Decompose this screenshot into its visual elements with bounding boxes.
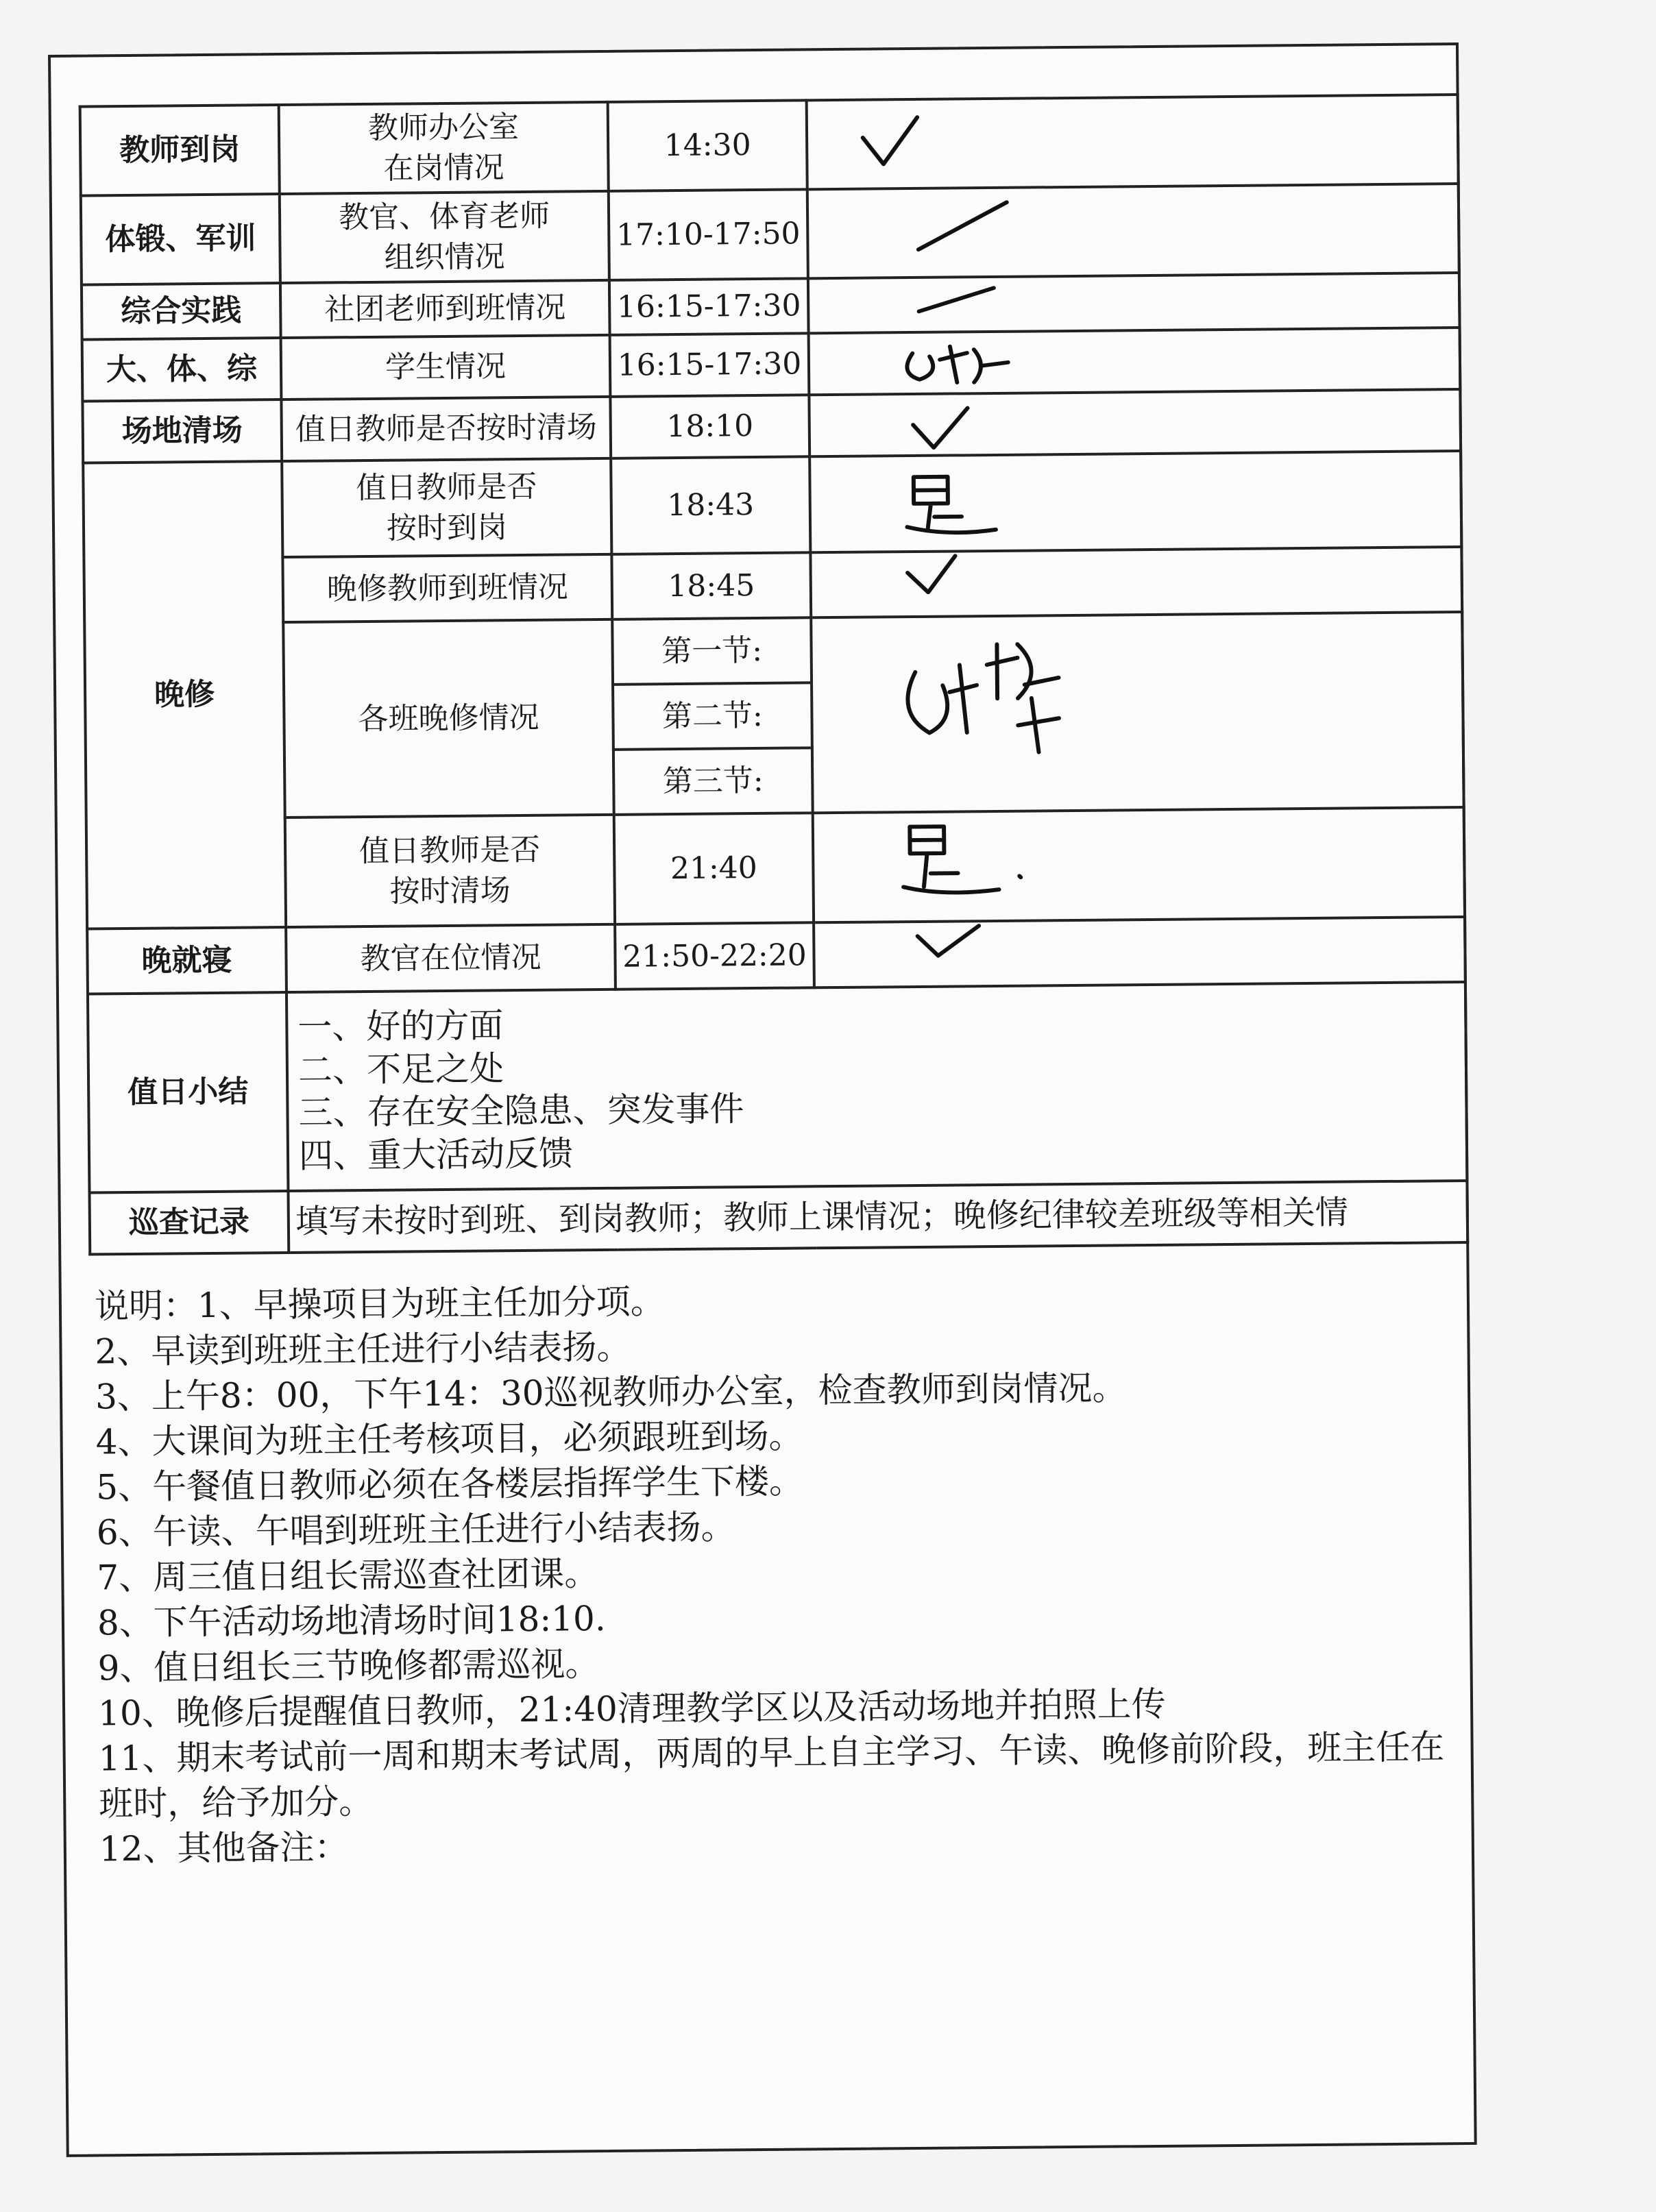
row-mark: [809, 389, 1461, 456]
row-item: [279, 102, 609, 194]
note-line: 4、大课间为班主任考核项目，必须跟班到场。: [95, 1416, 803, 1462]
row-category: 综合实践: [82, 283, 281, 340]
row-item: 值日教师是否按时清场: [281, 397, 611, 461]
row-mark: [809, 328, 1461, 395]
table-row: [86, 807, 1465, 929]
checkmark-icon: [815, 918, 1464, 986]
evening-category: 晚修: [83, 461, 286, 929]
row-time: 18:43: [611, 456, 810, 554]
item-line: 值日教师是否 按时清场: [358, 832, 541, 909]
row-time: 16:15-17:30: [610, 333, 809, 397]
row-time: 21:40: [614, 813, 814, 924]
row-item: 社团老师到班情况: [280, 280, 610, 338]
note-line: 10、晚修后提醒值日教师，21:40清理教学区以及活动场地并拍照上传: [97, 1684, 1167, 1734]
handwritten-yes-icon: [814, 809, 1463, 921]
note-line: 7、周三值日组长需巡查社团课。: [97, 1553, 599, 1598]
note-line: 2、早读到班班主任进行小结表扬。: [95, 1327, 631, 1372]
patrol-text: 填写未按时到班、到岗教师；教师上课情况；晚修纪律较差班级等相关情: [288, 1181, 1468, 1253]
period-cell: 第一节:: [612, 617, 812, 685]
table-row: [88, 982, 1467, 1193]
row-item: 晚修教师到班情况: [282, 554, 612, 622]
summary-line: 四、重大活动反馈: [298, 1133, 574, 1176]
period-cell: 第二节:: [613, 683, 812, 750]
note-line: 8、下午活动场地清场时间18:10.: [97, 1598, 606, 1643]
table-row: [89, 1181, 1468, 1255]
row-time: 18:45: [611, 552, 811, 619]
note-line: 说明：1、早操项目为班主任加分项。: [94, 1281, 665, 1327]
row-mark: [807, 184, 1459, 278]
table-row: [80, 95, 1459, 196]
dash-mark-icon: [809, 274, 1459, 332]
notes-section: [95, 1272, 1470, 1871]
row-item: [282, 458, 611, 557]
checkmark-icon: [812, 548, 1461, 616]
table-row: [82, 389, 1461, 463]
note-line: 11、期末考试前一周和期末考试周，两周的早上自主学习、午读、晚修前阶段，班主任在班时，给予加分。: [98, 1727, 1445, 1824]
row-item: 教官在位情况: [286, 924, 616, 992]
item-line: 教官、体育老师 组织情况: [338, 198, 550, 275]
period-cell: 第三节:: [613, 748, 813, 815]
note-line: 6、午读、午唱到班班主任进行小结表扬。: [96, 1507, 735, 1553]
row-time: 16:15-17:30: [609, 278, 809, 335]
row-time: 14:30: [608, 100, 807, 191]
row-time: 17:10-17:50: [609, 189, 808, 280]
summary-line: 一、好的方面: [297, 1005, 504, 1047]
row-mark: [808, 273, 1460, 333]
table-row: [81, 184, 1459, 285]
dash-mark-icon: [809, 185, 1458, 277]
item-line: 教师办公室 在岗情况: [367, 109, 520, 186]
checkmark-icon: [810, 391, 1459, 455]
row-item: 各班晚修情况: [283, 619, 613, 818]
row-mark: [811, 612, 1463, 813]
row-category: 体锻、军训: [81, 194, 280, 285]
checkmark-icon: [808, 96, 1457, 188]
row-time: 21:50-22:20: [615, 922, 814, 990]
duty-table: [79, 93, 1470, 1256]
summary-line: 三、存在安全隐患、突发事件: [298, 1089, 744, 1133]
table-row: [84, 612, 1463, 689]
row-item: [285, 815, 615, 927]
patrol-category: 巡查记录: [89, 1191, 289, 1255]
table-row: [82, 328, 1461, 402]
row-category: 大、体、综: [82, 338, 282, 402]
summary-line: 二、不足之处: [297, 1048, 504, 1090]
row-item: [280, 191, 609, 283]
table-row: [84, 547, 1462, 624]
row-mark: [807, 95, 1459, 189]
row-mark: [810, 547, 1462, 617]
summary-cell: [287, 982, 1467, 1191]
summary-category: 值日小结: [88, 992, 289, 1193]
row-category: 教师到岗: [80, 105, 280, 196]
row-mark: [814, 917, 1465, 987]
handwritten-signature-icon: [810, 329, 1459, 393]
table-row: [87, 917, 1465, 994]
row-item: 学生情况: [281, 335, 611, 400]
item-line: 值日教师是否 按时到岗: [356, 469, 537, 546]
note-line: 12、其他备注：: [99, 1827, 349, 1869]
row-time: 18:10: [610, 395, 809, 458]
note-line: 5、午餐值日教师必须在各楼层指挥学生下楼。: [95, 1461, 804, 1508]
table-row: [83, 451, 1461, 559]
duty-sheet: [48, 42, 1477, 2157]
row-category: 晚就寝: [87, 927, 287, 994]
note-line: 9、值日组长三节晚修都需巡视。: [97, 1644, 600, 1688]
note-line: 3、上午8：00，下午14：30巡视教师办公室，检查教师到岗情况。: [95, 1368, 1127, 1417]
row-mark: [809, 451, 1461, 552]
row-category: 场地清场: [82, 400, 282, 463]
row-mark: [813, 807, 1465, 922]
handwritten-yes-icon: [811, 452, 1460, 551]
handwritten-signature-icon: [812, 613, 1462, 811]
